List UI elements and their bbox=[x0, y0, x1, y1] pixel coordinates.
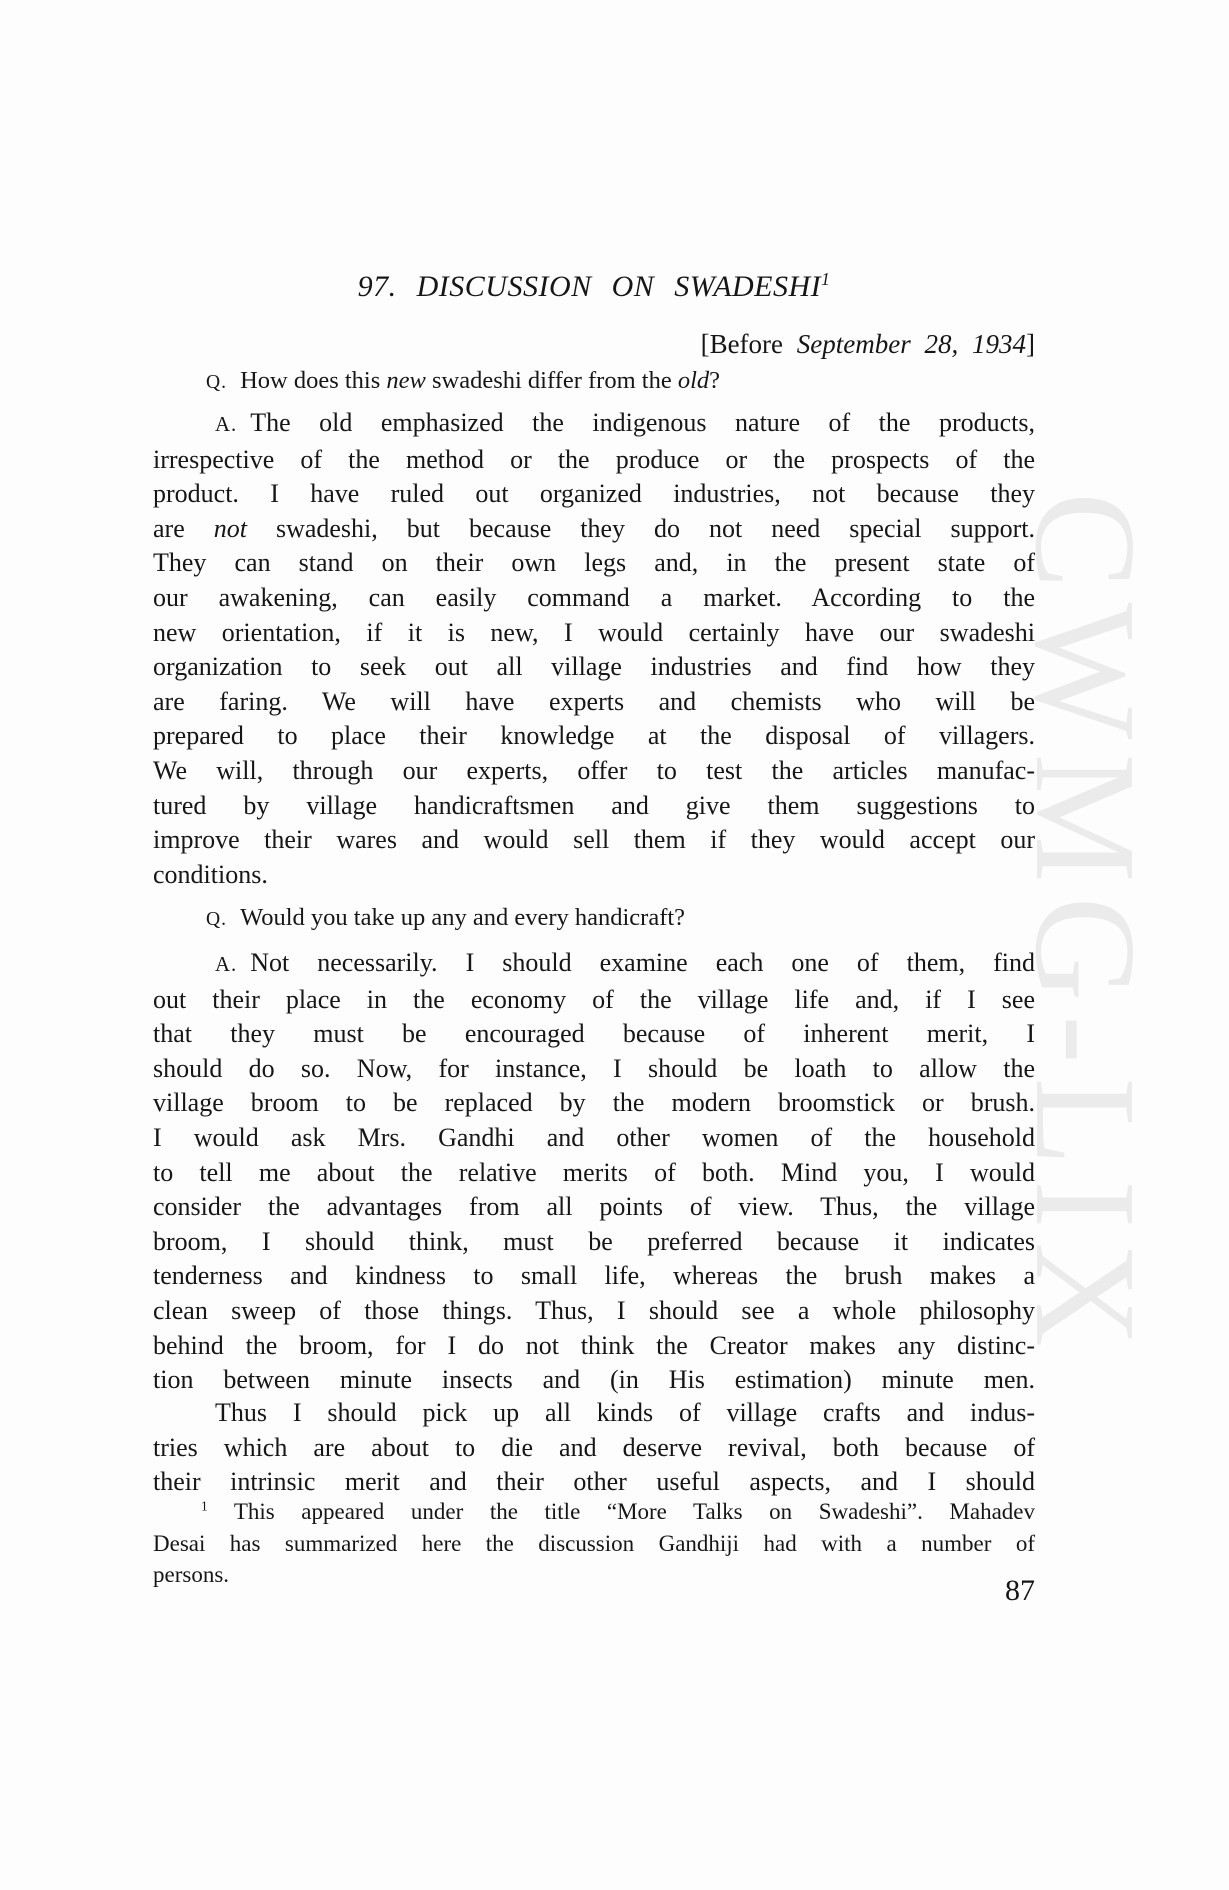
text-line bbox=[153, 477, 1035, 512]
text-segment: are bbox=[153, 513, 214, 543]
text-line bbox=[153, 946, 1035, 983]
italic-text: not bbox=[213, 513, 247, 543]
text-segment: product. I have ruled out organized industries, not because they bbox=[153, 479, 1035, 509]
text-line bbox=[153, 1121, 1035, 1156]
speaker-label: A. bbox=[215, 413, 238, 436]
text-line bbox=[153, 1465, 1035, 1500]
text-line bbox=[153, 1086, 1035, 1121]
text-line bbox=[153, 789, 1035, 824]
question-1 bbox=[153, 366, 1035, 398]
text-segment: They can stand on their own legs and, in the present state of bbox=[153, 548, 1035, 578]
text-line bbox=[153, 1329, 1035, 1364]
dateline-date: September 28, 1934 bbox=[796, 329, 1026, 359]
speaker-label: Q. bbox=[206, 372, 228, 393]
text-line bbox=[153, 903, 1035, 935]
text-segment: I would ask Mrs. Gandhi and other women of the household bbox=[153, 1122, 1035, 1152]
text-segment: This appeared under the title “More Talks on Swadeshi”. Mahadev bbox=[207, 1499, 1035, 1524]
text-line bbox=[153, 1431, 1035, 1466]
text-segment: are faring. We will have experts and chemists who will be bbox=[153, 686, 1035, 716]
text-line bbox=[153, 858, 1035, 893]
text-line bbox=[153, 443, 1035, 478]
text-segment: to tell me about the relative merits of both. Mind you, I would bbox=[153, 1157, 1035, 1187]
text-line bbox=[153, 546, 1035, 581]
page-number: 87 bbox=[1005, 1574, 1035, 1607]
text-line bbox=[153, 1396, 1035, 1431]
article-number: 97. bbox=[357, 270, 397, 303]
text-segment: Thus I should pick up all kinds of village crafts and indus- bbox=[215, 1398, 1035, 1427]
text-line bbox=[153, 650, 1035, 685]
text-segment: tured by village handicraftsmen and give them suggestions to bbox=[153, 790, 1035, 820]
text-line bbox=[153, 1190, 1035, 1225]
answer-1 bbox=[153, 406, 1035, 892]
text-segment: improve their wares and would sell them if they would accept our bbox=[153, 825, 1035, 855]
text-line bbox=[153, 983, 1035, 1018]
italic-text: new bbox=[386, 367, 426, 394]
text-line bbox=[153, 616, 1035, 651]
text-segment: clean sweep of those things. Thus, I should see a whole philosophy bbox=[153, 1295, 1035, 1325]
text-segment: We will, through our experts, offer to test the articles manufac- bbox=[153, 755, 1035, 785]
text-line bbox=[153, 406, 1035, 443]
text-segment: organization to seek out all village industries and find how they bbox=[153, 652, 1035, 682]
text-line bbox=[153, 754, 1035, 789]
dateline bbox=[153, 326, 1035, 362]
text-segment: our awakening, can easily command a market. According to the bbox=[153, 582, 1035, 612]
text-segment: village broom to be replaced by the modern broomstick or brush. bbox=[153, 1088, 1035, 1118]
text-line bbox=[153, 1052, 1035, 1087]
text-segment: tion between minute insects and (in His estimation) minute men. bbox=[153, 1365, 1035, 1395]
text-segment: that they must be encouraged because of inherent merit, I bbox=[153, 1019, 1035, 1049]
speaker-label: A. bbox=[215, 953, 238, 976]
answer-2-continued bbox=[153, 1396, 1035, 1500]
dateline-prefix: [Before bbox=[700, 329, 797, 359]
italic-text: old bbox=[677, 367, 710, 394]
text-segment: their intrinsic merit and their other useful aspects, and I should bbox=[153, 1467, 1035, 1497]
page-content bbox=[153, 0, 1035, 1890]
title-footnote-ref: 1 bbox=[821, 269, 831, 289]
text-line bbox=[153, 512, 1035, 547]
text-segment: swadeshi, but because they do not need special support. bbox=[246, 513, 1035, 543]
text-segment: behind the broom, for I do not think the Creator makes any distinc- bbox=[153, 1330, 1035, 1360]
text-segment: conditions. bbox=[153, 859, 268, 889]
text-segment: Desai has summarized here the discussion Gandhiji had with a number of bbox=[153, 1530, 1035, 1556]
speaker-label: Q. bbox=[206, 909, 228, 930]
text-line bbox=[153, 1496, 1035, 1528]
volume-watermark: CWMG-LIX bbox=[1005, 492, 1165, 1362]
text-segment: tenderness and kindness to small life, whereas the brush makes a bbox=[153, 1261, 1035, 1291]
text-segment: irrespective of the method or the produce or the prospects of the bbox=[153, 444, 1035, 474]
text-segment: consider the advantages from all points of view. Thus, the village bbox=[153, 1192, 1035, 1222]
text-segment: How does this bbox=[240, 367, 387, 394]
text-segment: prepared to place their knowledge at the disposal of villagers. bbox=[153, 721, 1035, 751]
text-segment: should do so. Now, for instance, I should be loath to allow the bbox=[153, 1053, 1035, 1083]
question-2 bbox=[153, 903, 1035, 935]
text-segment: persons. bbox=[153, 1562, 230, 1587]
text-line bbox=[153, 1225, 1035, 1260]
text-line bbox=[153, 1259, 1035, 1294]
text-line bbox=[153, 719, 1035, 754]
text-segment: new orientation, if it is new, I would certainly have our swadeshi bbox=[153, 617, 1035, 647]
text-line bbox=[153, 1017, 1035, 1052]
text-line bbox=[153, 1363, 1035, 1398]
dateline-suffix: ] bbox=[1026, 329, 1035, 359]
text-segment: swadeshi differ from the bbox=[425, 367, 678, 394]
text-line bbox=[153, 685, 1035, 720]
text-segment: out their place in the economy of the village life and, if I see bbox=[153, 984, 1035, 1014]
text-segment: ? bbox=[709, 367, 721, 394]
text-line bbox=[153, 1156, 1035, 1191]
answer-2 bbox=[153, 946, 1035, 1398]
text-segment: The old emphasized the indigenous nature of the products, bbox=[250, 408, 1035, 437]
text-segment: broom, I should think, must be preferred because it indicates bbox=[153, 1226, 1035, 1256]
footnote-marker: 1 bbox=[201, 1498, 208, 1514]
text-line bbox=[153, 366, 1035, 398]
text-line bbox=[153, 1528, 1035, 1560]
text-line bbox=[153, 823, 1035, 858]
article-title bbox=[153, 268, 1035, 306]
text-segment: Not necessarily. I should examine each one of them, find bbox=[250, 948, 1035, 977]
text-line bbox=[153, 581, 1035, 616]
text-segment: Would you take up any and every handicraft? bbox=[240, 904, 686, 931]
text-segment: tries which are about to die and deserve revival, both because of bbox=[153, 1432, 1035, 1462]
article-title-text: DISCUSSION ON SWADESHI bbox=[416, 270, 822, 303]
text-line bbox=[153, 1294, 1035, 1329]
